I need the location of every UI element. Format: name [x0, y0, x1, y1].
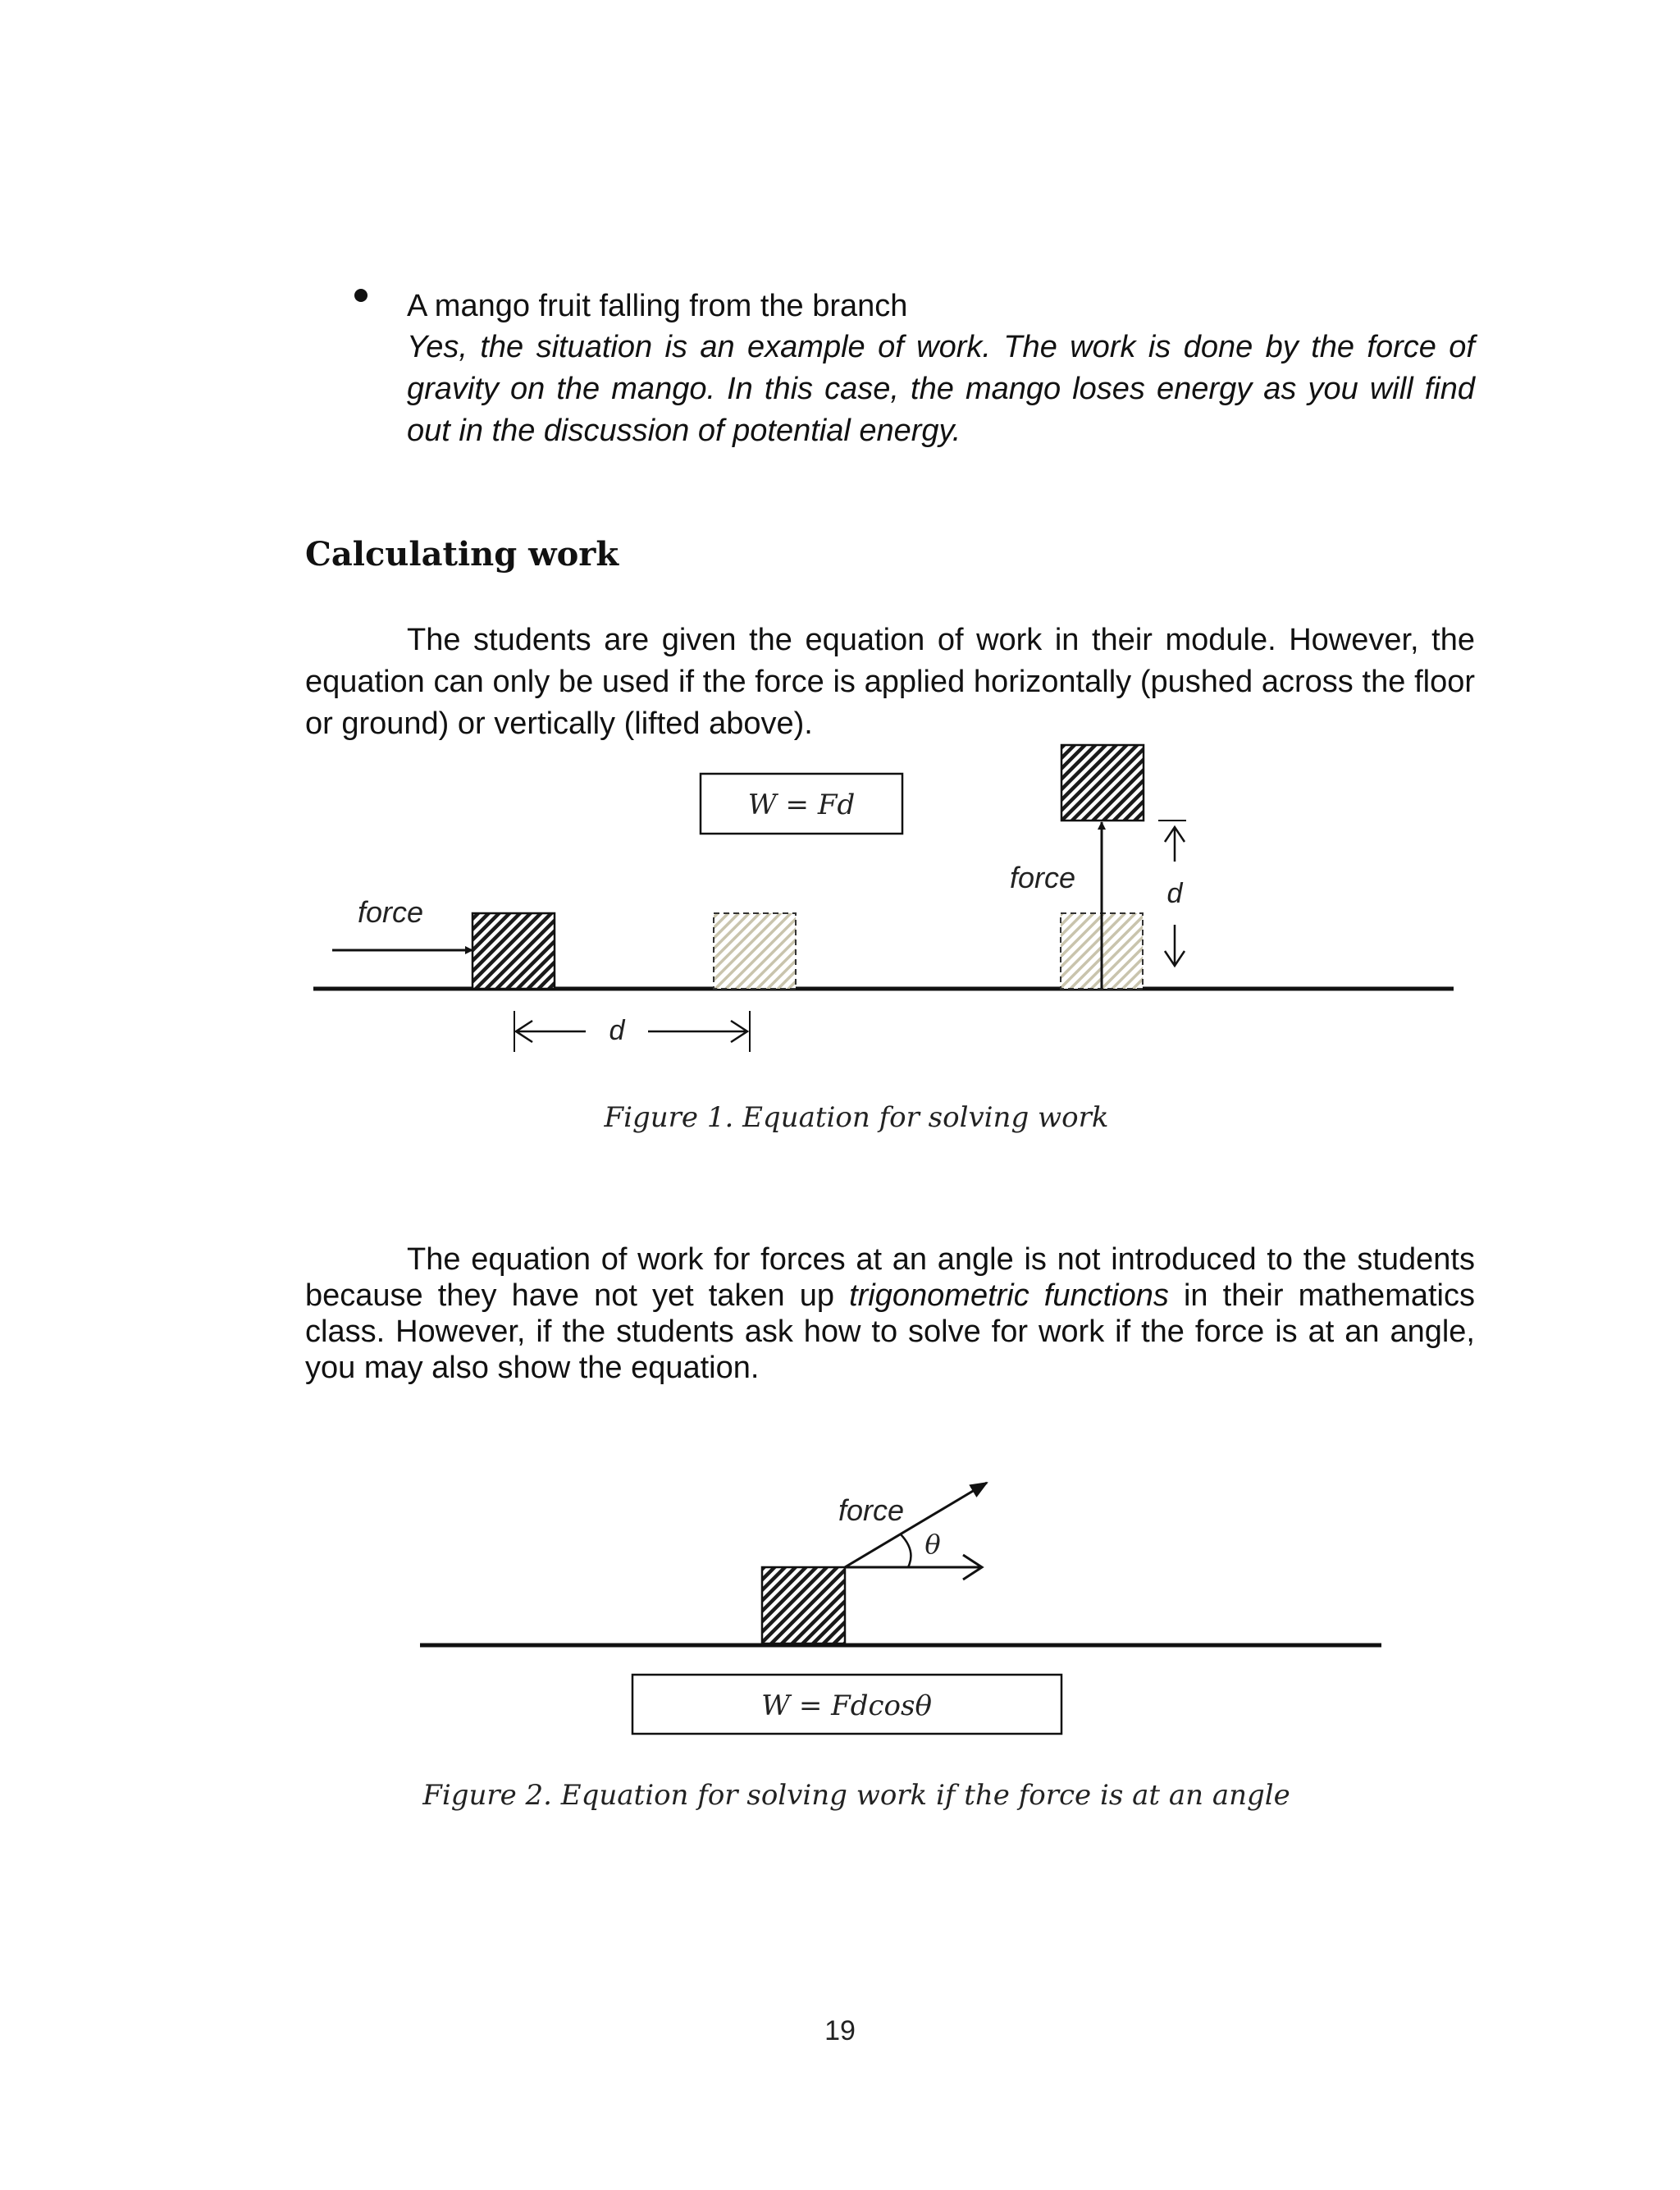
page-number: 19 — [824, 2015, 856, 2046]
distance-arrow-left — [516, 1021, 586, 1042]
block-start — [472, 913, 555, 989]
equation-w-fd: W = Fd — [747, 789, 856, 821]
paragraph-equation-intro: The students are given the equation of work in their module. However, the equation can only be used if the force is applied horizontally (pushed across the floor or ground) or vertically (lifted above). — [305, 623, 1475, 741]
bullet-answer: Yes, the situation is an example of work. The work is done by the force of gravity on the mango. In this case, the mango loses energy as you will find out in the discussion of potential energy. — [407, 330, 1475, 448]
force-label-vertical: force — [1009, 861, 1076, 894]
distance-arrow-down — [1165, 925, 1185, 966]
distance-arrow-up — [1165, 827, 1185, 862]
force-label-angled: force — [838, 1493, 905, 1527]
horizontal-reference-arrow — [845, 1555, 982, 1580]
bullet-dot — [354, 289, 368, 302]
force-label-horizontal: force — [358, 895, 424, 929]
block-end-ghost — [714, 913, 796, 989]
distance-label-horizontal: d — [609, 1015, 625, 1046]
figure-2-diagram — [0, 1461, 1680, 1756]
angle-arc — [901, 1534, 911, 1567]
distance-label-vertical: d — [1166, 878, 1183, 909]
block-angled — [762, 1567, 845, 1644]
block-lifted — [1061, 745, 1144, 821]
bullet-title: A mango fruit falling from the branch — [407, 289, 908, 323]
paragraph-angle-work — [305, 1241, 1475, 1386]
distance-arrow-right — [648, 1021, 747, 1042]
section-heading: Calculating work — [305, 535, 619, 574]
paragraph-angle-work-after: in their mathematics class. However, if the students ask how to solve for work if the force is at an angle, you may also show the equation. — [305, 1278, 1475, 1385]
paragraph-angle-work-before: The equation of work for forces at an angle is not introduced to the students because they have not yet taken up — [305, 1242, 1475, 1313]
theta-label: θ — [924, 1529, 941, 1560]
figure-1-caption: Figure 1. Equation for solving work — [604, 1101, 1109, 1134]
equation-w-fdcostheta: W = Fdcosθ — [761, 1689, 932, 1722]
paragraph-angle-work-emphasis: trigonometric functions — [849, 1278, 1169, 1313]
figure-2-caption: Figure 2. Equation for solving work if the force is at an angle — [422, 1779, 1290, 1812]
figure-1-diagram — [0, 722, 1680, 1067]
